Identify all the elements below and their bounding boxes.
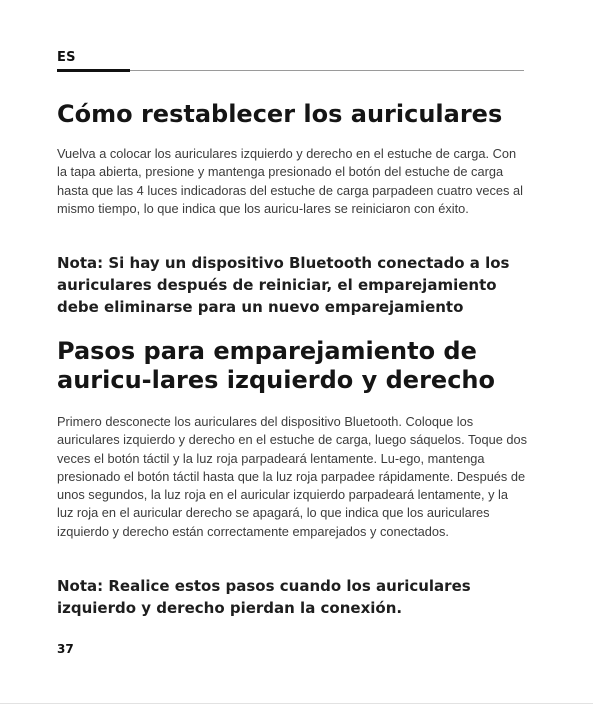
language-tag: ES — [57, 50, 76, 65]
pairing-note: Nota: Realice estos pasos cuando los auriculares izquierdo y derecho pierdan la conexión. — [57, 577, 471, 617]
page-bottom-edge — [0, 703, 593, 704]
reset-heading: Cómo restablecer los auriculares — [57, 100, 503, 128]
pairing-instructions: Primero desconecte los auriculares del dispositivo Bluetooth. Coloque los auriculares izquierdo y derecho en el estuche de carga, luego sáquelos. Toque dos veces el botón táctil y la luz roja parpadeará lentamente. Lu-ego, mantenga presionado el botón táctil hasta que la luz roja parpadee rápidamente. Después de unos segundos, la luz roja en el auricular izquierdo parpadeará lentamente, y la luz roja en el auricular derecho se apagará, lo que indica que los auriculares izquierdo y derecho están correctamente emparejados y conectados. — [57, 414, 528, 539]
page-number: 37 — [57, 642, 74, 656]
reset-instructions: Vuelva a colocar los auriculares izquierdo y derecho en el estuche de carga. Con la tapa abierta, presione y mantenga presionado el botón del estuche de carga hasta que las 4 luces indicadoras del estuche de carga parpadeen cuatro veces al mismo tiempo, lo que indica que los auricu-lares se reiniciaron con éxito. — [57, 146, 523, 216]
reset-note: Nota: Si hay un dispositivo Bluetooth conectado a los auriculares después de reiniciar, el emparejamiento debe eliminarse para un nuevo emparejamiento — [57, 254, 510, 316]
header-divider-accent — [57, 69, 130, 72]
pairing-heading: Pasos para emparejamiento de auricu-lares izquierdo y derecho — [57, 337, 495, 394]
